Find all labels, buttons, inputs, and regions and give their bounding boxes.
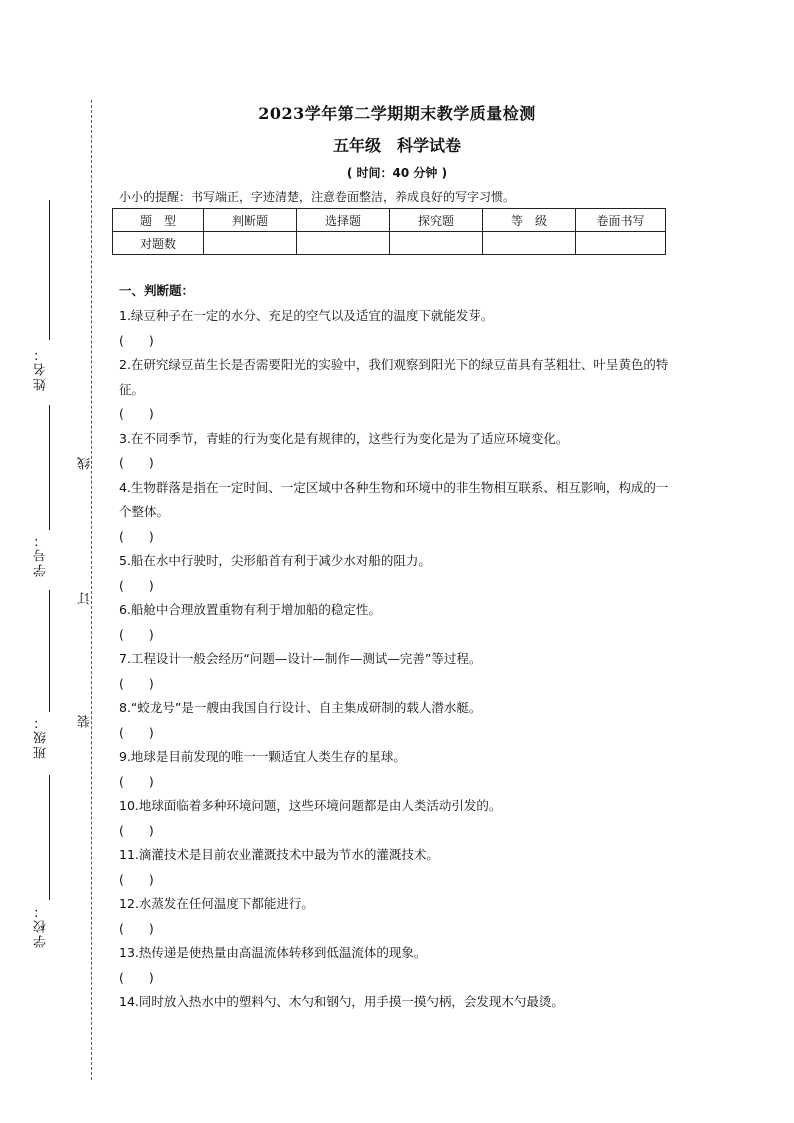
answer-blank[interactable]: ( ): [119, 332, 154, 348]
answer-blank[interactable]: ( ): [119, 920, 154, 936]
score-table: [112, 208, 666, 255]
question-text: 4.生物群落是指在一定时间、一定区域中各种生物和环境中的非生物相互联系、相互影响，构成的一个整体。: [119, 479, 669, 519]
question-text: 10.地球面临着多种环境问题，这些环境问题都是由人类活动引发的。: [119, 798, 502, 813]
header-cell-type: 题 型: [113, 209, 204, 232]
question-text: 9.地球是目前发现的唯一一颗适宜人类生存的星球。: [119, 749, 406, 764]
row-label-correct-count: 对题数: [113, 232, 204, 255]
binding-dashed-line: [91, 100, 92, 1080]
name-field-label: 姓名：: [34, 346, 49, 391]
score-cell[interactable]: [576, 232, 666, 255]
writing-tip: 小小的提醒：书写端正，字迹清楚，注意卷面整洁，养成良好的写字习惯。: [119, 190, 516, 204]
id-field-label: 学号：: [34, 532, 49, 577]
binding-char-zhuang: 装: [78, 715, 93, 728]
class-field-label: 班级：: [34, 714, 49, 759]
school-field-line[interactable]: [49, 775, 50, 900]
question-list: [119, 304, 679, 1015]
question-text: 3.在不同季节，青蛙的行为变化是有规律的，这些行为变化是为了适应环境变化。: [119, 430, 569, 446]
answer-blank[interactable]: ( ): [119, 528, 154, 544]
answer-blank[interactable]: ( ): [119, 455, 154, 470]
answer-blank[interactable]: ( ): [119, 675, 154, 691]
score-cell[interactable]: [297, 232, 390, 255]
score-cell[interactable]: [483, 232, 576, 255]
answer-blank[interactable]: ( ): [119, 724, 154, 740]
exam-time: ( 时间：40 分钟 ): [346, 166, 448, 180]
exam-subtitle: 五年级 科学试卷: [332, 136, 461, 155]
id-field-line[interactable]: [49, 405, 50, 530]
score-table-header-row: [113, 209, 666, 232]
answer-blank[interactable]: ( ): [119, 577, 154, 593]
class-field-line[interactable]: [49, 590, 50, 712]
exam-title: 2023学年第二学期期末教学质量检测: [258, 104, 536, 123]
header-cell-choice: 选择题: [297, 209, 390, 232]
header-cell-inquiry: 探究题: [390, 209, 483, 232]
question-text: 2.在研究绿豆苗生长是否需要阳光的实验中，我们观察到阳光下的绿豆苗具有茎粗壮、叶呈黄色的特征。: [119, 357, 669, 397]
answer-blank[interactable]: ( ): [119, 822, 154, 838]
binding-char-line: 线: [78, 457, 93, 470]
question-text: 12.水蒸发在任何温度下都能进行。: [119, 896, 314, 911]
score-cell[interactable]: [204, 232, 297, 255]
question-text: 5.船在水中行驶时，尖形船首有利于减少水对船的阻力。: [119, 553, 431, 568]
answer-blank[interactable]: ( ): [119, 406, 154, 421]
school-field-label: 学校：: [34, 903, 49, 948]
answer-blank[interactable]: ( ): [119, 773, 154, 789]
binding-char-ding: 订: [78, 592, 93, 605]
answer-blank[interactable]: ( ): [119, 626, 154, 642]
question-text: 6.船舱中合理放置重物有利于增加船的稳定性。: [119, 602, 381, 617]
question-text: 1.绿豆种子在一定的水分、充足的空气以及适宜的温度下就能发芽。: [119, 308, 494, 323]
header-cell-grade: 等 级: [483, 209, 576, 232]
question-text: 14.同时放入热水中的塑料勺、木勺和钢勺，用手摸一摸勺柄，会发现木勺最烫。: [119, 994, 564, 1009]
name-field-line[interactable]: [49, 200, 50, 340]
answer-blank[interactable]: ( ): [119, 969, 154, 985]
question-text: 13.热传递是使热量由高温流体转移到低温流体的现象。: [119, 945, 427, 960]
score-cell[interactable]: [390, 232, 483, 255]
question-text: 8.“蛟龙号”是一艘由我国自行设计、自主集成研制的载人潜水艇。: [119, 700, 482, 715]
question-text: 11.滴灌技术是目前农业灌溉技术中最为节水的灌溉技术。: [119, 847, 439, 862]
question-text: 7.工程设计一般会经历“问题—设计—制作—测试—完善”等过程。: [119, 651, 482, 666]
answer-blank[interactable]: ( ): [119, 871, 154, 887]
section-title-judgment: 一、判断题：: [119, 283, 195, 298]
score-table-count-row: [113, 232, 666, 255]
header-cell-writing: 卷面书写: [576, 209, 666, 232]
header-cell-judge: 判断题: [204, 209, 297, 232]
